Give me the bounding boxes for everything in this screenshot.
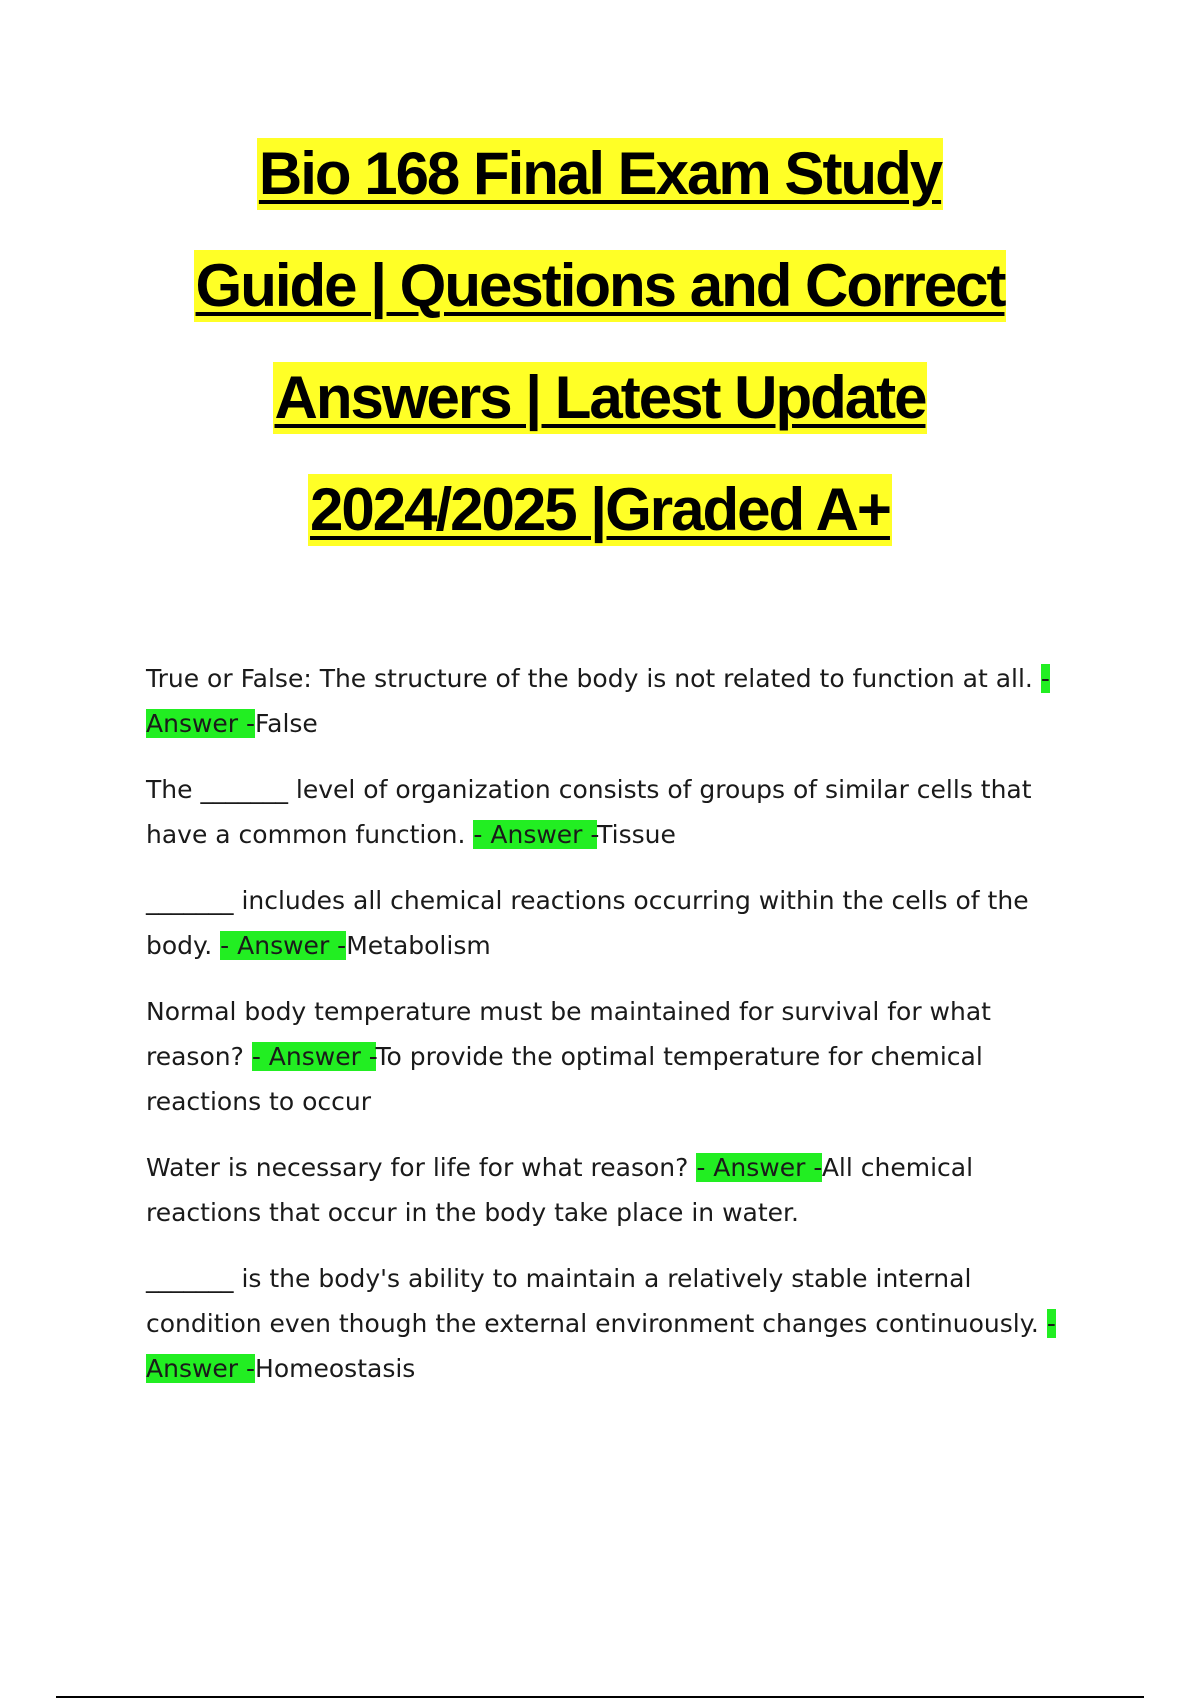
- title-line: [100, 362, 1100, 434]
- answer-label: - Answer -: [146, 1309, 1056, 1383]
- answer-label: - Answer -: [220, 931, 347, 960]
- question-text: _______ is the body's ability to maintain a relatively stable internal condition even though the external environment changes continuously.: [146, 1264, 1047, 1338]
- title-line-text: Bio 168 Final Exam Study: [257, 138, 943, 210]
- question-text: _______ includes all chemical reactions occurring within the cells of the body.: [146, 886, 1029, 960]
- question-text: Water is necessary for life for what reason?: [146, 1153, 697, 1182]
- answer-text: Tissue: [597, 820, 676, 849]
- qa-list: [146, 656, 1086, 1412]
- title-line: [100, 138, 1100, 210]
- qa-item: [146, 1145, 1086, 1235]
- answer-label: - Answer -: [473, 820, 598, 849]
- title-line-text: Answers | Latest Update: [273, 362, 928, 434]
- question-text: The _______ level of organization consists of groups of similar cells that have a common function.: [146, 775, 1032, 849]
- question-text: True or False: The structure of the body is not related to function at all.: [146, 664, 1041, 693]
- qa-item: [146, 878, 1086, 968]
- title-line-text: Guide | Questions and Correct: [194, 250, 1007, 322]
- question-text: Normal body temperature must be maintained for survival for what reason?: [146, 997, 991, 1071]
- answer-text: All chemical reactions that occur in the body take place in water.: [146, 1153, 974, 1227]
- answer-text: Homeostasis: [255, 1354, 416, 1383]
- answer-text: To provide the optimal temperature for chemical reactions to occur: [146, 1042, 983, 1116]
- document-title: [100, 138, 1100, 586]
- answer-text: False: [255, 709, 318, 738]
- title-line-text: 2024/2025 |Graded A+: [308, 474, 892, 546]
- answer-text: Metabolism: [346, 931, 491, 960]
- title-line: [100, 474, 1100, 546]
- footer-divider: [56, 1696, 1144, 1698]
- qa-item: [146, 767, 1086, 857]
- title-line: [100, 250, 1100, 322]
- qa-item: [146, 989, 1086, 1124]
- qa-item: [146, 1256, 1086, 1391]
- answer-label: - Answer -: [251, 1042, 376, 1071]
- answer-label: - Answer -: [146, 664, 1050, 738]
- qa-item: [146, 656, 1086, 746]
- answer-label: - Answer -: [696, 1153, 822, 1182]
